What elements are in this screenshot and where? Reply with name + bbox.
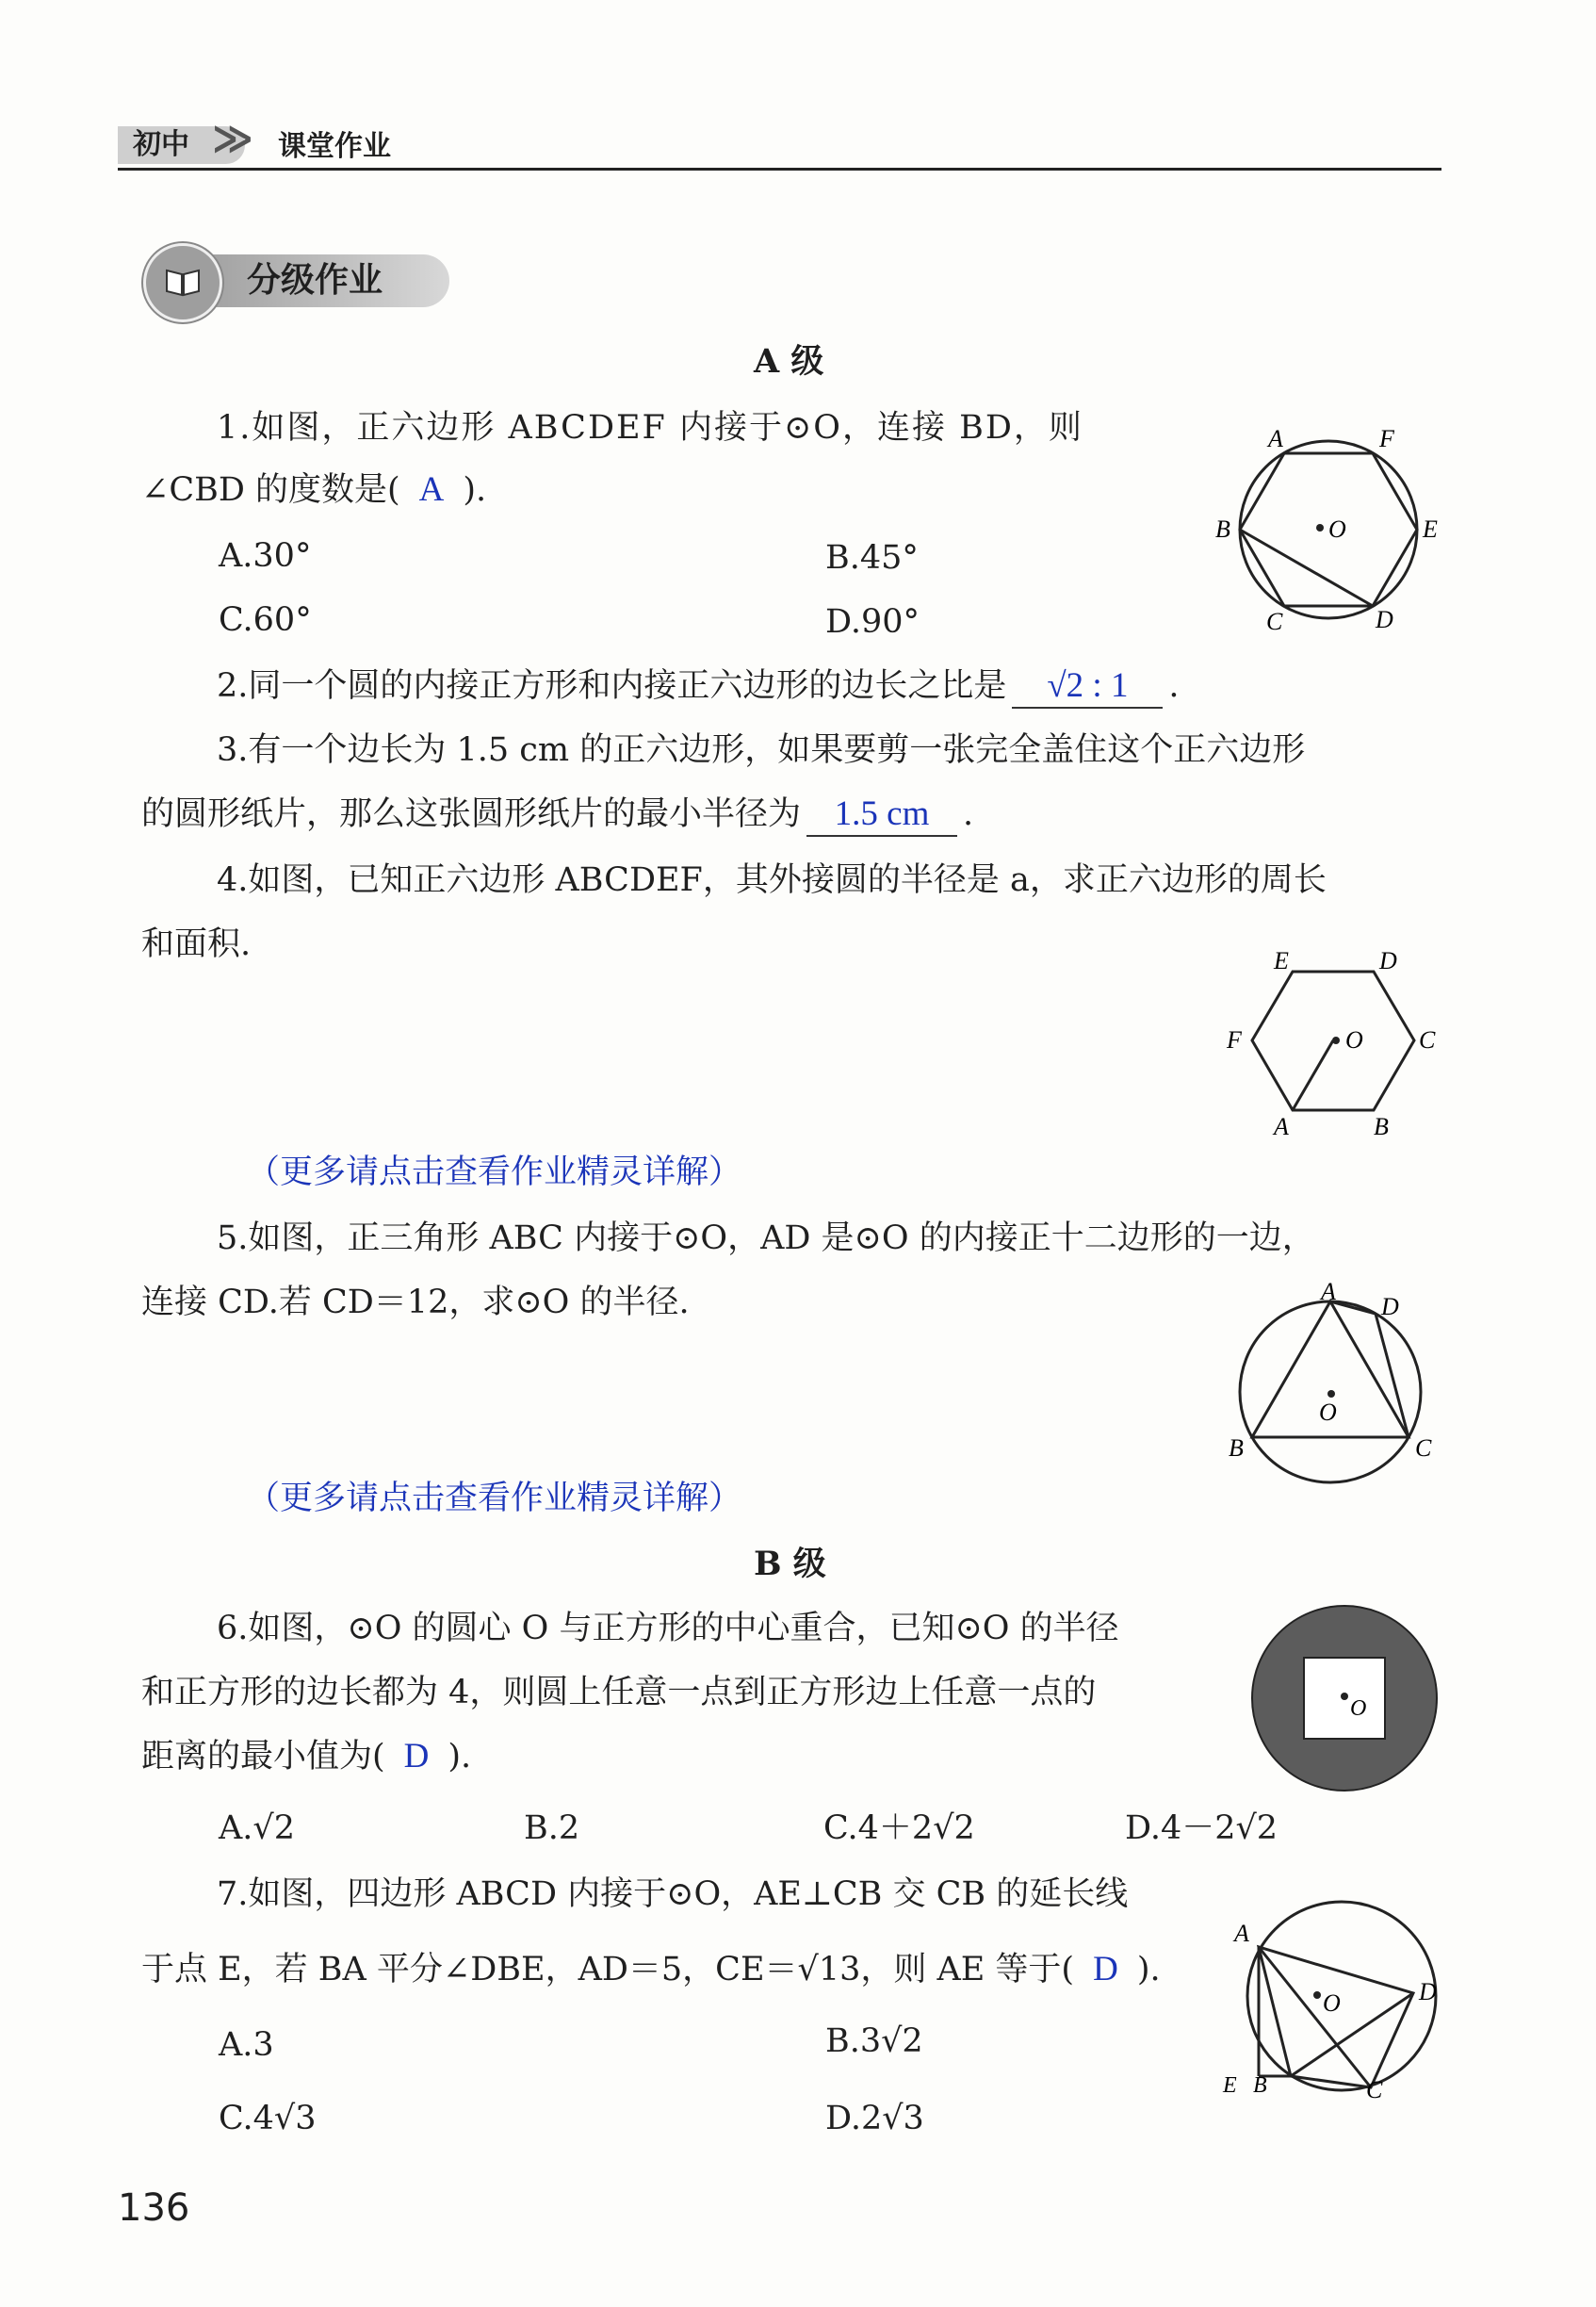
q7-line2 [141,1949,1161,1990]
header-book: 课堂作业 [278,130,391,163]
page-header [118,115,1441,170]
q5-figure [1215,1277,1451,1503]
q7-line1: 7.如图，四边形 ABCD 内接于⊙O，AE⊥CB 交 CB 的延长线 [217,1875,1129,1913]
header-level: 初中 [133,128,189,161]
q2-answer: √2 : 1 [1012,665,1163,709]
fig7-label: C [1366,2076,1383,2103]
fig5-label: A [1321,1278,1336,1305]
fig1-label: E [1423,515,1438,543]
q1-line2-post: ). [463,471,487,509]
q1-line1: 1.如图，正六边形 ABCDEF 内接于⊙O，连接 BD，则 [217,409,1083,447]
q6-figure [1248,1602,1441,1795]
q6-option-c: C.4＋2√2 [823,1809,975,1847]
fig4-label: O [1345,1026,1363,1054]
more-details-link[interactable]: （更多请点击查看作业精灵详解） [247,1154,742,1191]
q6-line3-post: ). [448,1738,472,1775]
q1-answer: A [418,470,445,509]
fig4-label: A [1274,1113,1289,1140]
q3-line2-text: 的圆形纸片，那么这张圆形纸片的最小半径为 [141,795,802,833]
q3-line1: 3.有一个边长为 1.5 cm 的正六边形，如果要剪一张完全盖住这个正六边形 [217,731,1306,769]
fig1-label: D [1376,606,1393,633]
fig5-label: C [1415,1434,1432,1462]
book-icon [143,243,222,322]
q1-figure [1206,415,1451,641]
q1-option-d: D.90° [825,603,920,641]
fig5-label: D [1381,1293,1399,1320]
q6-line2: 和正方形的边长都为 4，则圆上任意一点到正方形边上任意一点的 [141,1674,1097,1711]
fig1-label: B [1215,515,1230,543]
q1-line2 [141,469,486,511]
level-a-heading: A 级 [754,342,824,381]
page-number: 136 [118,2186,190,2230]
q6-line3 [141,1736,471,1777]
fig1-label: O [1328,515,1346,543]
q7-line2-pre: 于点 E，若 BA 平分∠DBE，AD＝5，CE＝√13，则 AE 等于( [141,1951,1075,1988]
level-b-heading: B 级 [754,1545,826,1583]
q4-figure [1215,942,1451,1140]
fig7-label: E [1223,2073,1237,2098]
q6-option-d: D.4－2√2 [1125,1809,1278,1847]
q1-line2-pre: ∠CBD 的度数是( [141,471,400,509]
fig4-label: B [1374,1113,1389,1140]
q7-option-d: D.2√3 [825,2100,924,2137]
chevron-icon: ≫ [212,115,253,161]
q1-option-b: B.45° [825,539,919,577]
q3-line2 [141,794,973,837]
q6-option-a: A.√2 [219,1809,295,1847]
q7-answer: D [1093,1950,1118,1988]
fig4-label: C [1419,1026,1436,1054]
q7-option-b: B.3√2 [825,2022,923,2060]
q3-end: . [963,795,974,833]
fig5-label: O [1319,1399,1337,1426]
fig7-label: A [1234,1920,1249,1947]
q1-option-a: A.30° [219,537,312,575]
book-icon-glyph [146,246,220,319]
header-rule [118,168,1441,171]
q6-line1: 6.如图，⊙O 的圆心 O 与正方形的中心重合，已知⊙O 的半径 [217,1610,1119,1647]
q7-line2-post: ). [1136,1951,1161,1988]
fig5-label: B [1229,1434,1244,1462]
q1-option-c: C.60° [219,601,312,639]
q7-option-a: A.3 [219,2026,274,2064]
fig1-label: F [1379,425,1394,452]
fig7-label: D [1419,1978,1437,2005]
fig1-label: A [1268,425,1283,452]
q7-figure [1206,1885,1451,2111]
q6-line3-pre: 距离的最小值为( [141,1738,385,1775]
fig4-label: E [1274,947,1289,974]
q2-end: . [1168,667,1180,705]
fig6-label: O [1350,1696,1367,1721]
q6-option-b: B.2 [524,1809,580,1847]
more-details-link[interactable]: （更多请点击查看作业精灵详解） [247,1480,742,1517]
q4-line2: 和面积. [141,925,252,963]
fig1-label: C [1266,608,1283,635]
q5-line2: 连接 CD.若 CD＝12，求⊙O 的半径. [141,1284,690,1321]
q3-answer: 1.5 cm [806,794,957,837]
fig4-label: F [1227,1026,1242,1054]
q5-line1: 5.如图，正三角形 ABC 内接于⊙O，AD 是⊙O 的内接正十二边形的一边， [217,1219,1315,1257]
section-badge [143,243,454,319]
q4-line1: 4.如图，已知正六边形 ABCDEF，其外接圆的半径是 a，求正六边形的周长 [217,861,1327,899]
fig4-label: D [1379,947,1397,974]
section-title: 分级作业 [247,261,383,300]
q2-line [217,665,1180,709]
q6-answer: D [403,1737,430,1775]
q2-text: 2.同一个圆的内接正方形和内接正六边形的边长之比是 [217,667,1007,705]
fig7-label: B [1253,2073,1267,2098]
q7-option-c: C.4√3 [219,2100,317,2137]
fig7-label: O [1323,1989,1341,2017]
